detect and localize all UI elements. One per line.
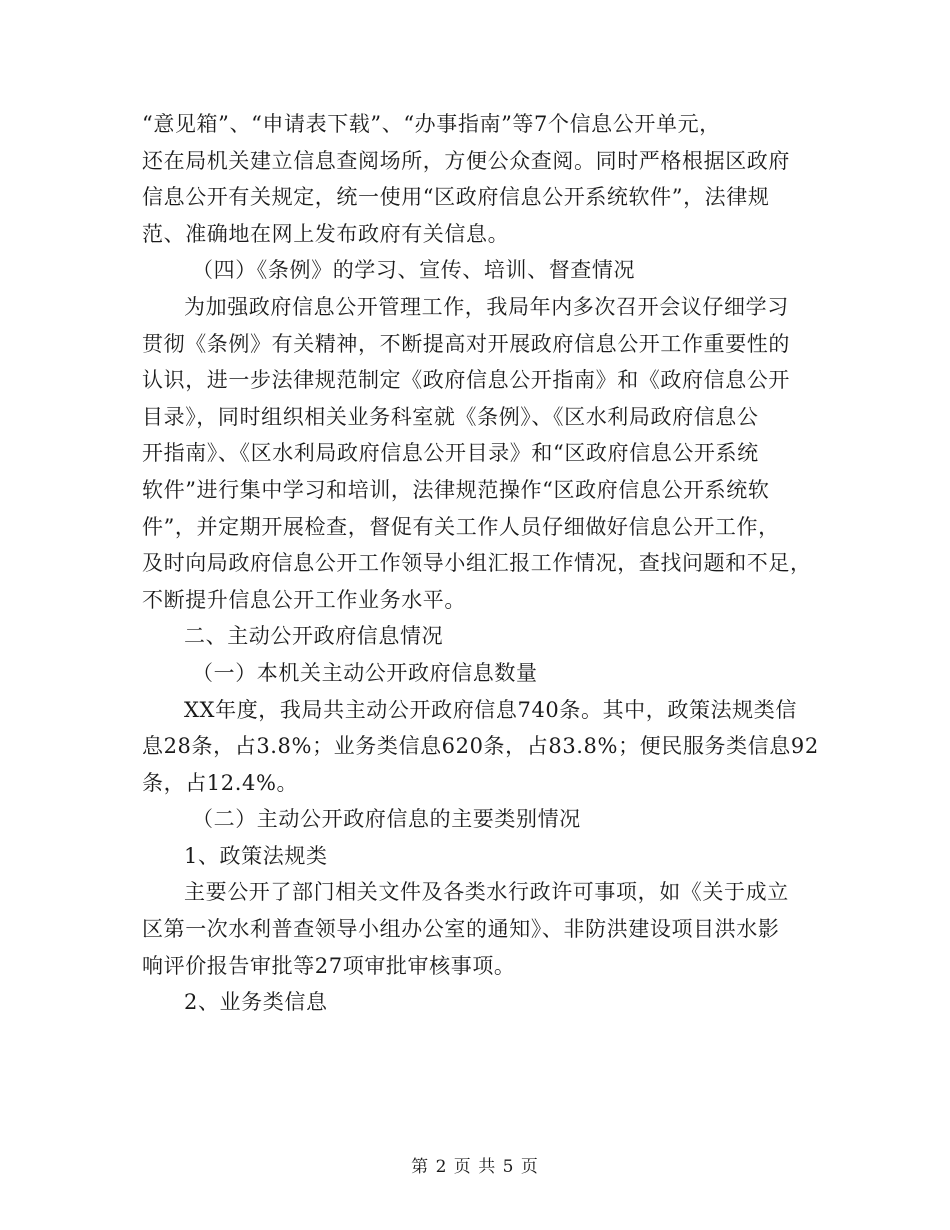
page-footer bbox=[0, 1152, 950, 1177]
text-line: 信息公开有关规定，统一使用“区政府信息公开系统软件”，法律规 bbox=[142, 185, 770, 210]
text-line: 认识，进一步法律规范制定《政府信息公开指南》和《政府信息公开 bbox=[142, 368, 790, 393]
text-line: “意见箱”、“申请表下载”、“办事指南”等7个信息公开单元， bbox=[142, 112, 721, 136]
document-body bbox=[142, 106, 819, 1021]
text-line: 开指南》、《区水利局政府信息公开目录》和“区政府信息公开系统 bbox=[142, 441, 759, 466]
text-line: （二）主动公开政府信息的主要类别情况 bbox=[192, 807, 581, 832]
text-line: 及时向局政府信息公开工作领导小组汇报工作情况，查找问题和不足， bbox=[142, 551, 812, 576]
text-line: 为加强政府信息公开管理工作，我局年内多次召开会议仔细学习 bbox=[184, 294, 789, 319]
text-line: 不断提升信息公开工作业务水平。 bbox=[142, 587, 466, 612]
text-line: 件”，并定期开展检查，督促有关工作人员仔细做好信息公开工作， bbox=[142, 514, 780, 539]
text-line: 2、业务类信息 bbox=[184, 990, 328, 1015]
text-line: 响评价报告审批等27项审批审核事项。 bbox=[142, 953, 516, 978]
text-line: 1、政策法规类 bbox=[184, 843, 328, 868]
text-line: 贯彻《条例》有关精神，不断提高对开展政府信息公开工作重要性的 bbox=[142, 331, 790, 356]
text-line: 主要公开了部门相关文件及各类水行政许可事项，如《关于成立 bbox=[184, 880, 789, 905]
text-line: 二、主动公开政府信息情况 bbox=[184, 624, 444, 649]
text-line: 区第一次水利普查领导小组办公室的通知》、非防洪建设项目洪水影 bbox=[142, 917, 780, 942]
text-line: 息28条，占3.8%；业务类信息620条，占83.8%；便民服务类信息92 bbox=[142, 734, 819, 759]
text-line: 条，占12.4%。 bbox=[142, 770, 299, 795]
page-number-label: 第 2 页 共 5 页 bbox=[411, 1157, 539, 1177]
text-line: XX年度，我局共主动公开政府信息740条。其中，政策法规类信 bbox=[184, 697, 797, 722]
text-line: 软件”进行集中学习和培训，法律规范操作“区政府信息公开系统软 bbox=[142, 477, 770, 502]
text-line: （一）本机关主动公开政府信息数量 bbox=[192, 660, 538, 685]
text-line: 还在局机关建立信息查阅场所，方便公众查阅。同时严格根据区政府 bbox=[142, 148, 790, 173]
text-line: （四）《条例》的学习、宣传、培训、督查情况 bbox=[192, 258, 636, 283]
text-line: 范、准确地在网上发布政府有关信息。 bbox=[142, 221, 510, 246]
body-text bbox=[142, 106, 819, 1021]
text-line: 目录》，同时组织相关业务科室就《条例》、《区水利局政府信息公 bbox=[142, 404, 759, 429]
